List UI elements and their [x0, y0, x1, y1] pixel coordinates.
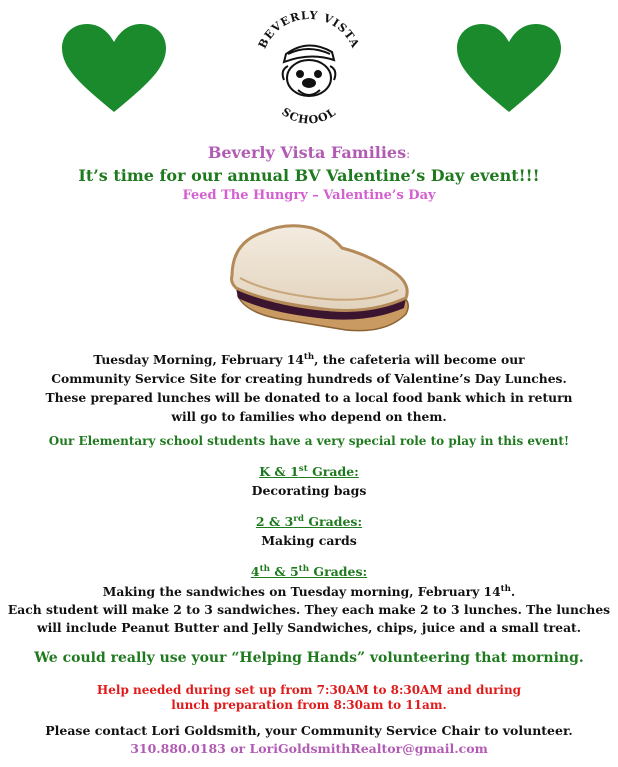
- logo-bottom-text: SCHOOL: [279, 105, 339, 127]
- annual-event-heading: It’s time for our annual BV Valentine’s Day event!!!: [78, 166, 540, 185]
- student-role-text: Our Elementary school students have a very special role to play in this event!: [48, 434, 570, 448]
- intro-paragraph: [0, 350, 618, 426]
- intro-line-4: will go to families who depend on them.: [171, 409, 447, 424]
- sandwich-line-3: will include Peanut Butter and Jelly Sandwiches, chips, juice and a small treat.: [36, 620, 581, 635]
- families-colon: :: [406, 147, 411, 161]
- families-heading: [0, 143, 618, 162]
- intro-line-2: Community Service Site for creating hundreds of Valentine’s Day Lunches.: [51, 371, 567, 386]
- contact-line-1: Please contact Lori Goldsmith, your Community Service Chair to volunteer.: [45, 723, 573, 738]
- grade-45-label: 4th & 5th Grades:: [250, 563, 368, 579]
- contact-phone-email[interactable]: 310.880.0183 or LoriGoldsmithRealtor@gmail.com: [130, 741, 488, 756]
- help-needed-text: [0, 683, 618, 713]
- grade-k1-task: Decorating bags: [251, 483, 367, 498]
- sandwich-line-2: Each student will make 2 to 3 sandwiches. They each make 2 to 3 lunches. The lunches: [7, 602, 611, 617]
- right-heart-icon: [455, 22, 563, 114]
- help-needed-line-2: lunch preparation from 8:30am to 11am.: [171, 698, 447, 712]
- grade-23-label: 2 & 3rd Grades:: [255, 513, 363, 529]
- sandwich-line-1: Making the sandwiches on Tuesday morning, February 14th.: [102, 583, 516, 599]
- help-needed-line-1: Help needed during set up from 7:30AM to 8:30AM and during: [96, 683, 522, 697]
- sandwich-paragraph: [0, 583, 618, 637]
- families-text: Beverly Vista Families: [207, 143, 407, 162]
- school-logo: [248, 8, 370, 130]
- grade-23-task: Making cards: [261, 533, 357, 548]
- helping-hands-text: We could really use your “Helping Hands” volunteering that morning.: [34, 650, 584, 666]
- left-heart-icon: [60, 22, 168, 114]
- intro-line-1: Tuesday Morning, February 14th, the cafeteria will become our: [93, 351, 525, 367]
- logo-top-text: BEVERLY VISTA: [255, 8, 363, 51]
- intro-line-3: These prepared lunches will be donated to a local food bank which in return: [45, 390, 573, 405]
- feed-hungry-heading: Feed The Hungry – Valentine’s Day: [182, 188, 436, 203]
- grade-k1-label: K & 1st Grade:: [259, 463, 359, 479]
- pbj-sandwich-image: [226, 218, 416, 338]
- bulldog-mascot-icon: [283, 45, 336, 96]
- contact-section: [0, 722, 618, 758]
